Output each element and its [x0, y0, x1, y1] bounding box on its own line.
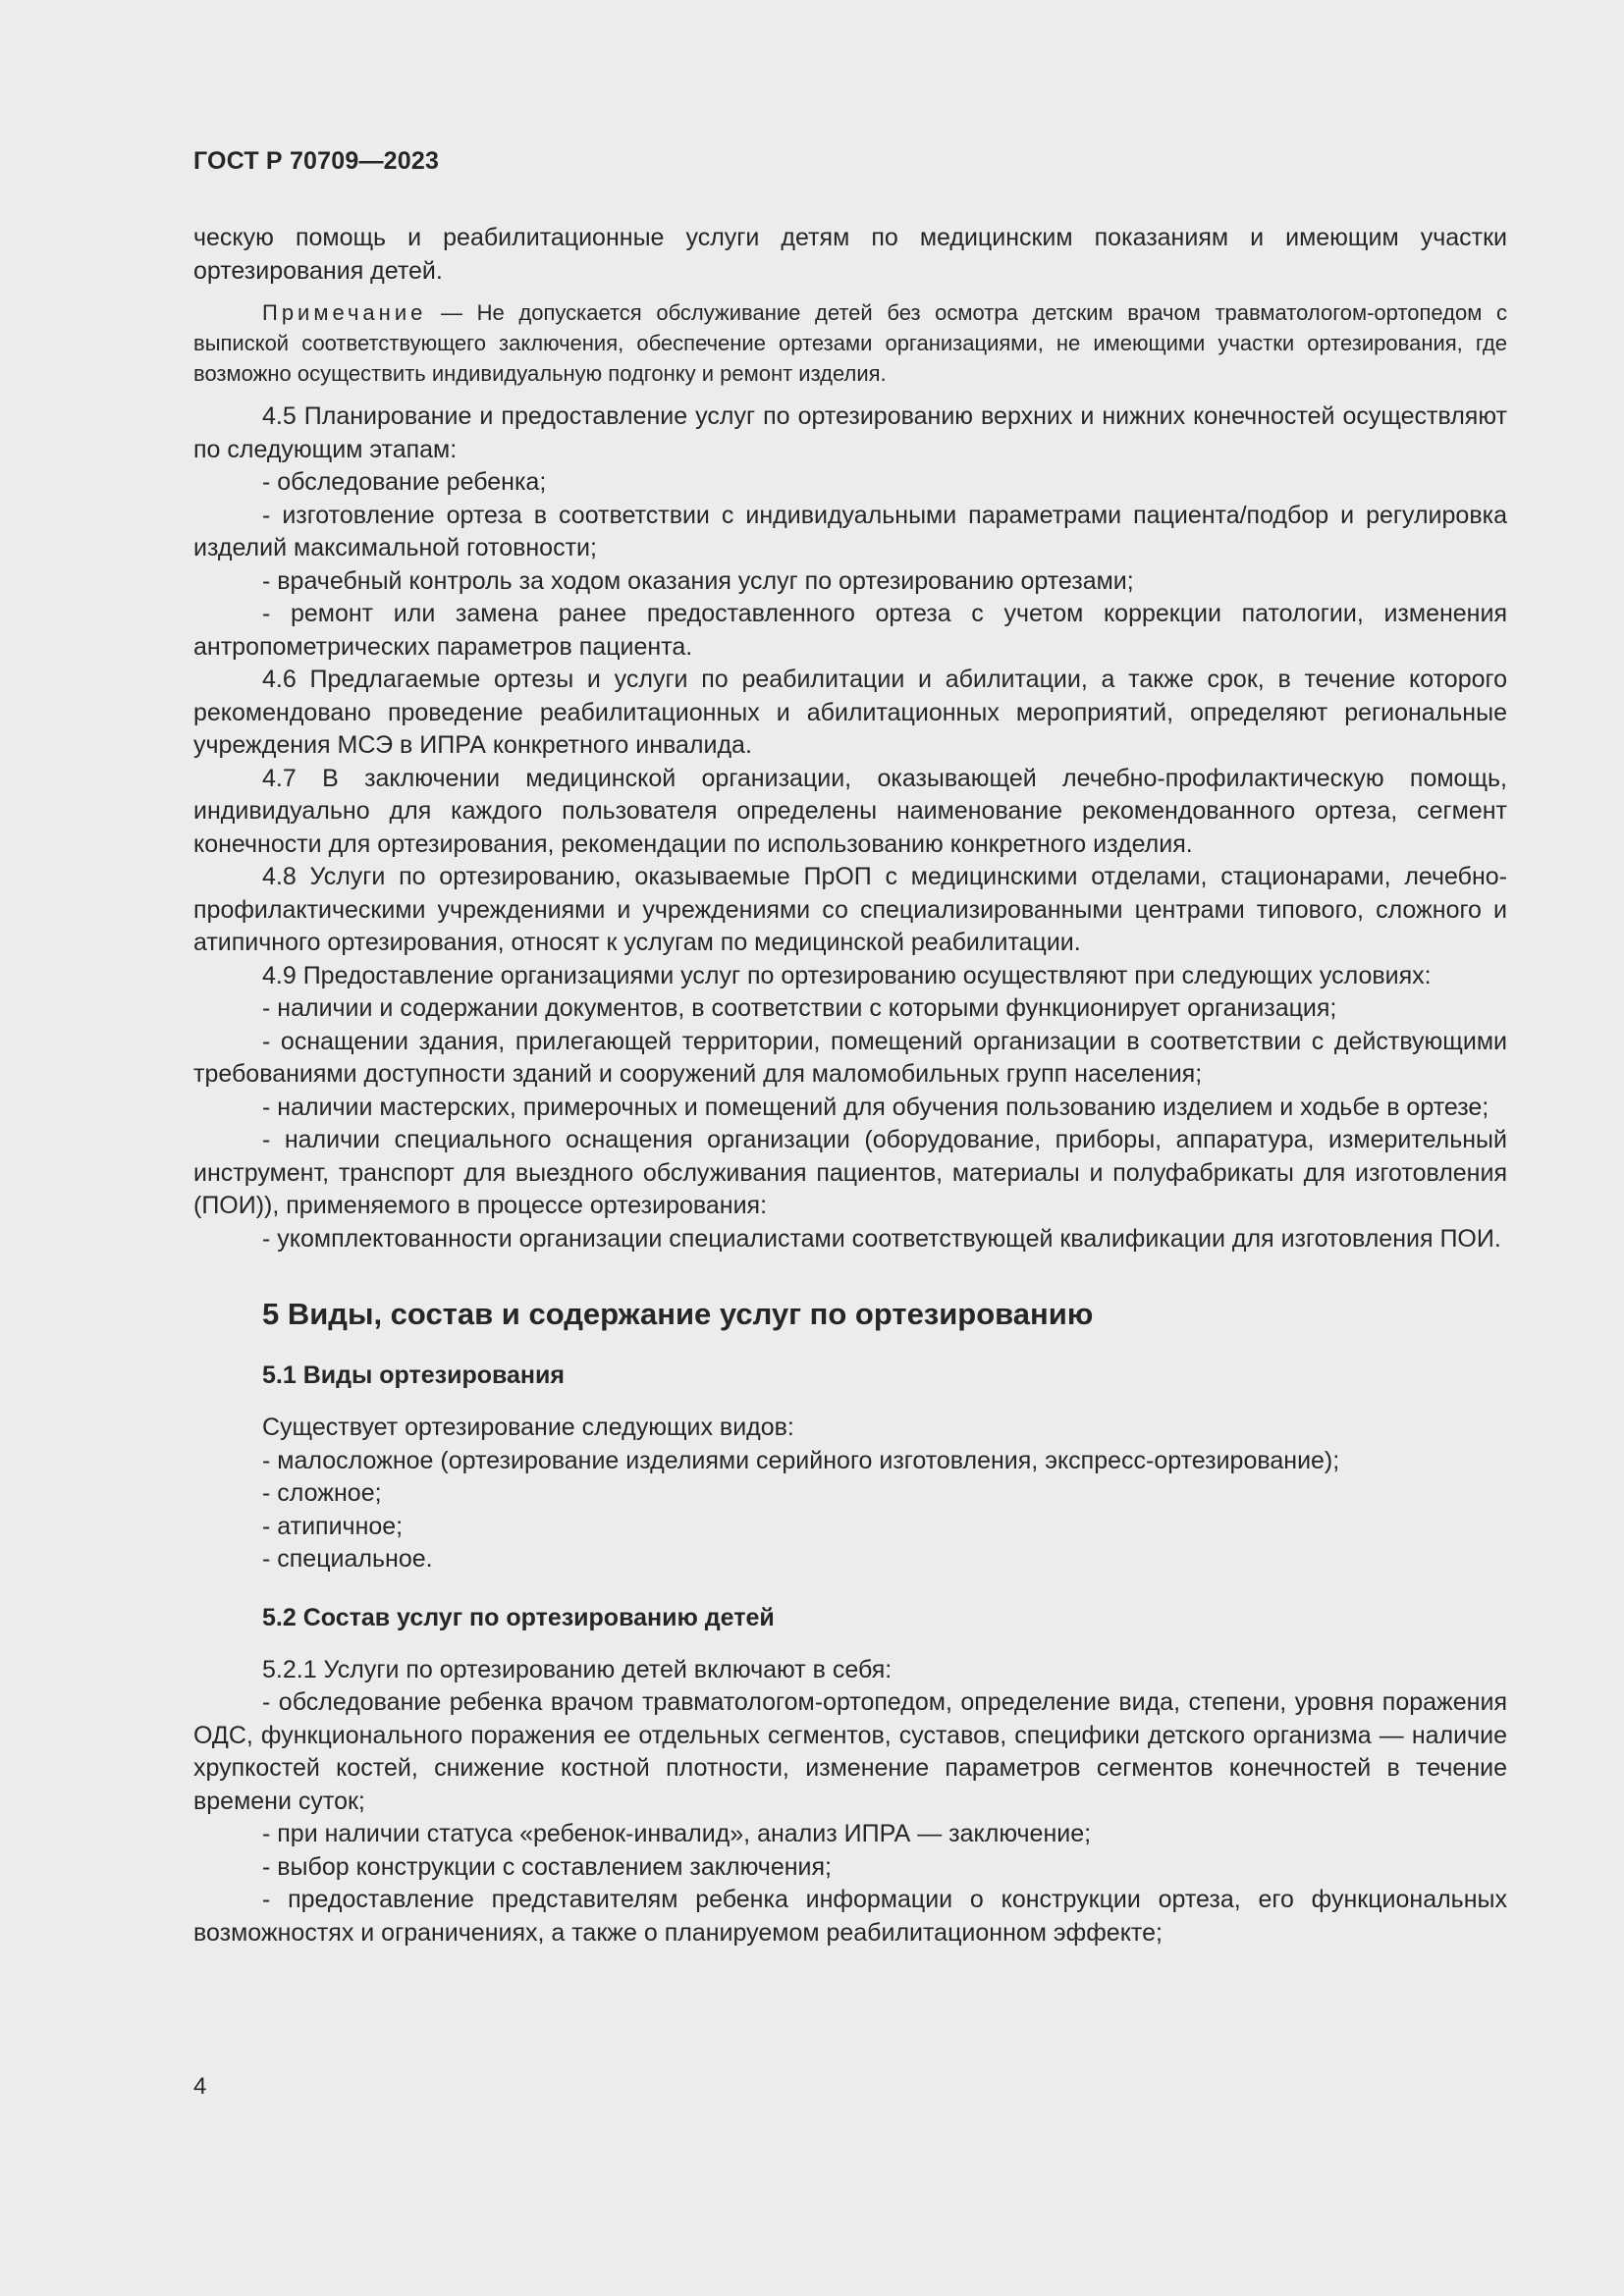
paragraph-5-2-1: 5.2.1 Услуги по ортезированию детей включают в себя: — [262, 1655, 893, 1683]
page-content — [193, 147, 1507, 1949]
list-item: - наличии и содержании документов, в соответствии с которыми функционирует организация; — [262, 994, 1337, 1022]
section-heading-5: 5 Виды, состав и содержание услуг по ортезированию — [262, 1297, 1094, 1331]
paragraph-4-8: 4.8 Услуги по ортезированию, оказываемые ПрОП с медицинскими отделами, стационарами, лечебно-профилактическими учреждениями и учреждениями со специализированными центрами типового, сложного и атипичного ортезирования, относят к услугам по медицинской реабилитации. — [193, 863, 1507, 956]
list-item: - изготовление ортеза в соответствии с индивидуальными параметрами пациента/подбор и регулировка изделий максимальной готовности; — [193, 501, 1507, 561]
note-label: Примечание — [262, 300, 427, 325]
note-text: — Не допускается обслуживание детей без осмотра детским врачом травматологом-ортопедом с выпиской соответствующего заключения, обеспечение ортезами организациями, не имеющими участки ортезирования, где возможно осуществить индивидуальную подгонку и ремонт изделия. — [193, 300, 1507, 386]
subsection-heading-5-1: 5.1 Виды ортезирования — [262, 1362, 565, 1389]
paragraph-4-9: 4.9 Предоставление организациями услуг по ортезированию осуществляют при следующих условиях: — [262, 961, 1432, 989]
list-item: - обследование ребенка врачом травматологом-ортопедом, определение вида, степени, уровня поражения ОДС, функционального поражения ее отдельных сегментов, суставов, специфики детского организма — наличие хрупкостей костей, снижение костной плотности, изменение параметров сегментов конечностей в течение времени суток; — [193, 1688, 1507, 1815]
list-item: - оснащении здания, прилегающей территории, помещений организации в соответствии с действующими требованиями доступности зданий и сооружений для маломобильных групп населения; — [193, 1027, 1507, 1088]
list-item: - наличии мастерских, примерочных и помещений для обучения пользованию изделием и ходьбе в ортезе; — [262, 1093, 1489, 1121]
list-item: - атипичное; — [262, 1512, 404, 1540]
list-item: - специальное. — [262, 1545, 433, 1573]
list-item: - выбор конструкции с составлением заключения; — [262, 1852, 832, 1881]
paragraph-4-7: 4.7 В заключении медицинской организации, оказывающей лечебно-профилактическую помощь, индивидуально для каждого пользователя определены наименование рекомендованного ортеза, сегмент конечности для ортезирования, рекомендации по использованию конкретного изделия. — [193, 764, 1507, 858]
list-item: - сложное; — [262, 1479, 382, 1507]
paragraph-4-5: 4.5 Планирование и предоставление услуг по ортезированию верхних и нижних конечностей осуществляют по следующим этапам: — [193, 402, 1507, 463]
page-number: 4 — [193, 2073, 207, 2100]
list-item: - укомплектованности организации специалистами соответствующей квалификации для изготовления ПОИ. — [262, 1224, 1501, 1253]
list-item: - обследование ребенка; — [262, 468, 547, 496]
list-item: - ремонт или замена ранее предоставленного ортеза с учетом коррекции патологии, изменения антропометрических параметров пациента. — [193, 600, 1507, 661]
paragraph-intro: ческую помощь и реабилитационные услуги детям по медицинским показаниям и имеющим участки ортезирования детей. — [193, 224, 1507, 285]
subsection-heading-5-2: 5.2 Состав услуг по ортезированию детей — [262, 1603, 775, 1631]
list-item: - наличии специального оснащения организации (оборудование, приборы, аппаратура, измерительный инструмент, транспорт для выездного обслуживания пациентов, материалы и полуфабрикаты для изготовления (ПОИ)), применяемого в процессе ортезирования: — [193, 1126, 1507, 1219]
note — [193, 297, 1507, 389]
paragraph-4-6: 4.6 Предлагаемые ортезы и услуги по реабилитации и абилитации, а также срок, в течение которого рекомендовано проведение реабилитационных и абилитационных мероприятий, определяют региональные учреждения МСЭ в ИПРА конкретного инвалида. — [193, 666, 1507, 759]
list-item: - малосложное (ортезирование изделиями серийного изготовления, экспресс-ортезирование); — [262, 1446, 1340, 1474]
list-item: - при наличии статуса «ребенок-инвалид», анализ ИПРА — заключение; — [262, 1820, 1092, 1847]
list-item: - врачебный контроль за ходом оказания услуг по ортезированию ортезами; — [262, 566, 1134, 595]
list-intro: Существует ортезирование следующих видов: — [262, 1414, 794, 1441]
list-item: - предоставление представителям ребенка информации о конструкции ортеза, его функциональных возможностях и ограничениях, а также о планируемом реабилитационном эффекте; — [193, 1886, 1507, 1947]
document-header: ГОСТ Р 70709—2023 — [193, 147, 440, 175]
